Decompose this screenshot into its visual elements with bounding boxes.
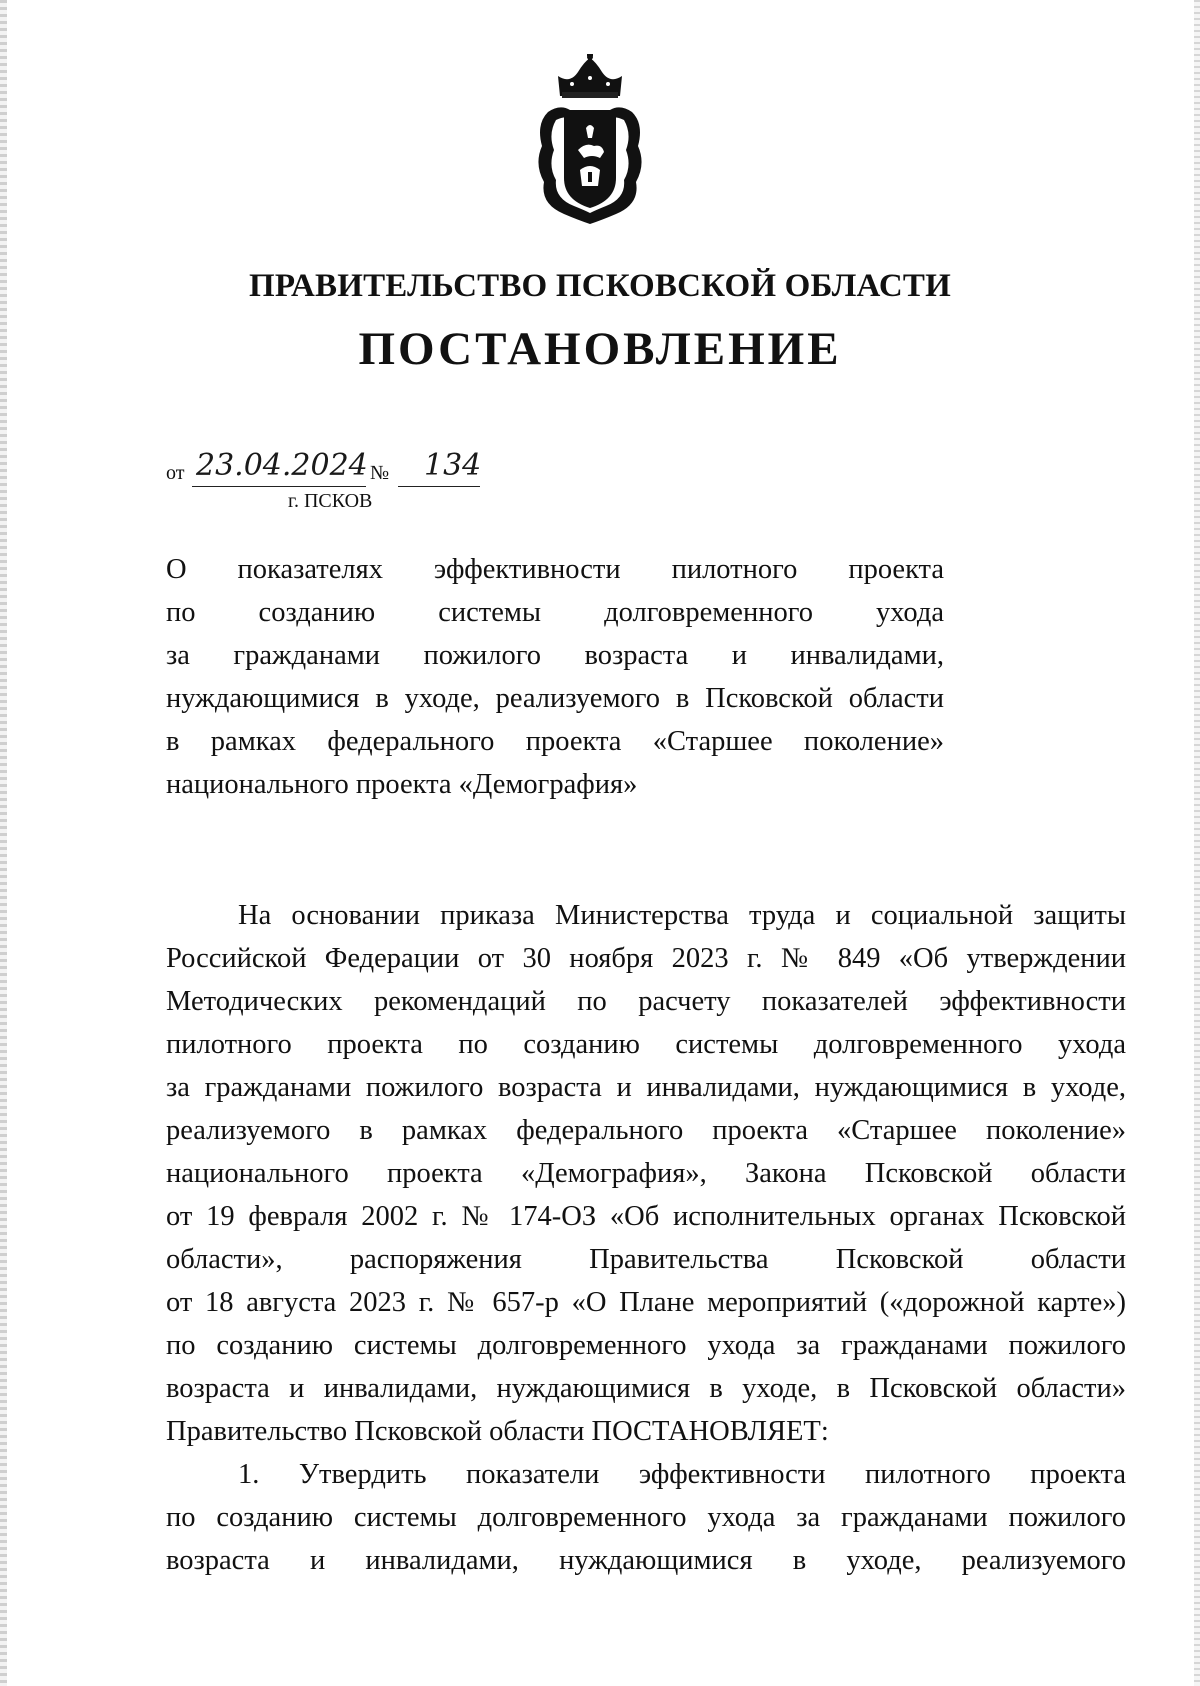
handwritten-number: 134 xyxy=(424,448,482,483)
number-label: № xyxy=(370,462,390,484)
body-line: по созданию системы долговременного ухода за гражданами пожилого xyxy=(166,1502,1126,1533)
handwritten-date: 23.04.2024 xyxy=(196,448,368,483)
body-line: Российской Федерации от 30 ноября 2023 г. № 849 «Об утверждении xyxy=(166,943,1126,974)
body-line: 1. Утвердить показатели эффективности пилотного проекта xyxy=(238,1459,1126,1490)
document-type-title: ПОСТАНОВЛЕНИЕ xyxy=(358,323,842,375)
body-line: за гражданами пожилого возраста и инвалидами, нуждающимися в уходе, xyxy=(166,1072,1126,1103)
body-line: области», распоряжения Правительства Псковской области xyxy=(166,1244,1126,1275)
body-line: по созданию системы долговременного ухода за гражданами пожилого xyxy=(166,1330,1126,1361)
date-underline xyxy=(192,486,366,487)
city-label: г. ПСКОВ xyxy=(288,490,373,512)
coat-of-arms-icon xyxy=(530,54,650,226)
body-line: реализуемого в рамках федерального проекта «Старшее поколение» xyxy=(166,1115,1126,1146)
body-line: возраста и инвалидами, нуждающимися в уходе, реализуемого xyxy=(166,1545,1126,1576)
date-number-line xyxy=(166,448,526,488)
subject-line: по созданию системы долговременного ухода xyxy=(166,597,944,628)
body-line: Правительство Псковской области ПОСТАНОВЛЯЕТ: xyxy=(166,1416,829,1447)
government-title: ПРАВИТЕЛЬСТВО ПСКОВСКОЙ ОБЛАСТИ xyxy=(248,268,952,304)
body-line: пилотного проекта по созданию системы долговременного ухода xyxy=(166,1029,1126,1060)
body-line: от 18 августа 2023 г. № 657-р «О Плане мероприятий («дорожной карте») xyxy=(166,1287,1126,1318)
body-line: На основании приказа Министерства труда и социальной защиты xyxy=(238,900,1126,931)
number-underline xyxy=(398,486,480,487)
document-subject xyxy=(166,548,944,806)
body-line: возраста и инвалидами, нуждающимися в уходе, в Псковской области» xyxy=(166,1373,1126,1404)
date-from-label: от xyxy=(166,462,185,484)
scan-edge-left xyxy=(0,0,7,1686)
subject-line: за гражданами пожилого возраста и инвалидами, xyxy=(166,640,944,671)
body-line: Методических рекомендаций по расчету показателей эффективности xyxy=(166,986,1126,1017)
body-line: национального проекта «Демография», Закона Псковской области xyxy=(166,1158,1126,1189)
body-line: от 19 февраля 2002 г. № 174-ОЗ «Об исполнительных органах Псковской xyxy=(166,1201,1126,1232)
subject-line: национального проекта «Демография» xyxy=(166,769,638,800)
subject-line: в рамках федерального проекта «Старшее поколение» xyxy=(166,726,944,757)
subject-line: нуждающимися в уходе, реализуемого в Псковской области xyxy=(166,683,944,714)
scan-edge-right xyxy=(1194,0,1200,1686)
subject-line: О показателях эффективности пилотного проекта xyxy=(166,554,944,585)
document-body xyxy=(166,894,1126,1582)
